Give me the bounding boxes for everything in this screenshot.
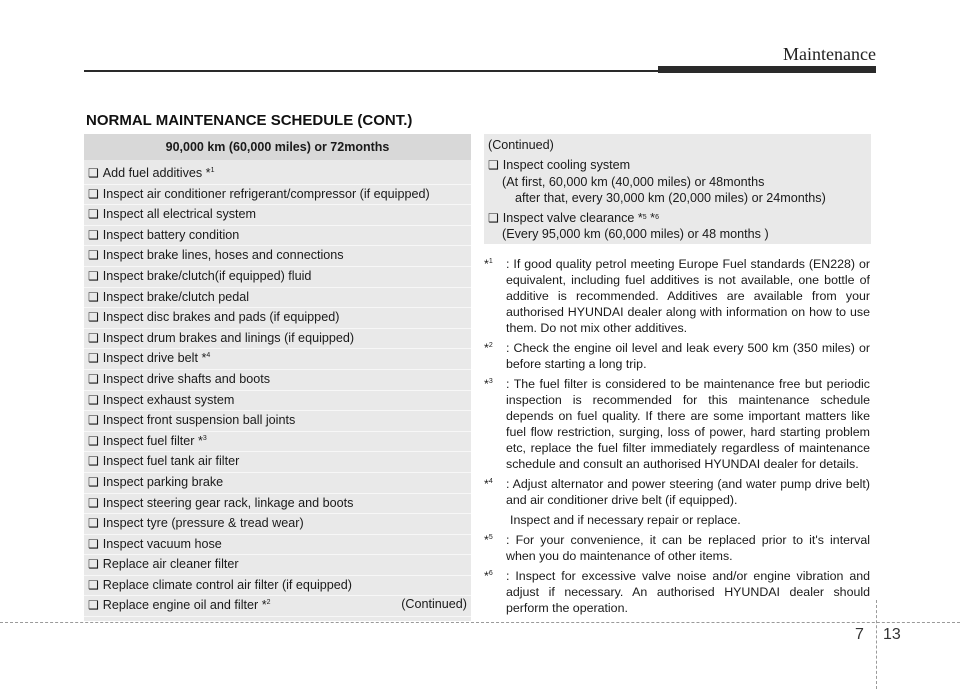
list-item [84,308,471,329]
list-item [84,535,471,556]
footnote-text: : Adjust alternator and power steering (and water pump drive belt) and air conditioner drive belt (if equipped). [506,477,870,507]
list-item-label: Inspect brake lines, hoses and connections [102,248,344,263]
list-item [84,267,471,288]
footnote-marker: *$^2$ [484,341,493,355]
list-item [84,411,471,432]
header-title: Maintenance [783,44,876,64]
checkbox-icon: ❑ [88,351,99,366]
list-item [84,246,471,267]
list-item-label: Replace air cleaner filter [102,557,239,572]
list-item-cooling [488,158,630,172]
footnote-text: : The fuel filter is considered to be maintenance free but periodic inspection is recommended for this maintenance schedule depends on fuel quality. If there are some important matters like fuel flow restriction, surging, loss of power, hard starting problem etc, replace the fuel filter immediately regardless of maintenance schedule and consult an authorised HYUNDAI dealer for details. [506,377,870,471]
footnote-star: * [646,211,656,225]
list-item [84,452,471,473]
checkbox-icon: ❑ [88,598,99,613]
list-item [84,370,471,391]
checkbox-icon: ❑ [88,371,99,386]
checkbox-icon: ❑ [88,577,99,592]
list-item [84,226,471,247]
list-item-label: Inspect fuel tank air filter [102,454,240,469]
footnote-marker: *$^3$ [484,377,493,391]
footnote-extra: Inspect and if necessary repair or replace. [510,513,741,527]
footnote-marker: *$^4$ [484,477,493,491]
footnote-text: : For your convenience, it can be replaced prior to it's interval when you do maintenance of other items. [506,533,870,563]
list-item-label: Replace engine oil and filter * [102,598,267,613]
footnote-marker: *$^5$ [484,533,493,547]
checkbox-icon: ❑ [88,268,99,283]
footnote [484,256,870,336]
list-item [84,205,471,226]
list-item-label: Inspect drive shafts and boots [102,371,271,386]
list-item [84,164,471,185]
list-item-label: Inspect disc brakes and pads (if equipped) [102,310,340,325]
list-item-label: Inspect exhaust system [102,392,235,407]
checkbox-icon: ❑ [88,413,99,428]
chapter-number: 7 [855,626,864,643]
checkbox-icon: ❑ [488,158,499,172]
list-item [84,576,471,597]
list-item-label: Inspect cooling system [502,158,631,172]
checkbox-icon: ❑ [88,310,99,325]
list-item [84,514,471,535]
schedule-interval-heading: 90,000 km (60,000 miles) or 72months [84,134,471,160]
list-item-label: Inspect vacuum hose [102,536,222,551]
continued-label-top: (Continued) [488,138,554,152]
footnote-ref: 5 [642,214,647,221]
footnote-number: 4 [488,478,493,485]
schedule-panel-right [484,134,871,244]
checkbox-icon: ❑ [88,207,99,222]
footnote-ref: 3 [202,434,207,442]
checkbox-icon: ❑ [88,289,99,304]
cooling-interval-line1: (At first, 60,000 km (40,000 miles) or 48months [502,175,765,189]
footnote-number: 1 [488,258,493,265]
header-rule [84,70,658,72]
list-item-label: Inspect fuel filter * [102,433,203,448]
footnote-text: : If good quality petrol meeting Europe Fuel standards (EN228) or equivalent, including fuel additives is not available, one bottle of additive is recommended. Additives are available from your authorised HYUNDAI dealer along with information on how to use them. Do not mix other additives. [506,257,870,335]
list-item-label: Inspect brake/clutch pedal [102,289,250,304]
footnote-ref: 4 [206,352,211,360]
list-item-label: Inspect drive belt * [102,351,207,366]
page-number: 13 [883,626,901,643]
list-item [84,288,471,309]
checkbox-icon: ❑ [88,166,99,180]
checkbox-icon: ❑ [88,330,99,345]
list-item [84,494,471,515]
cooling-interval-line2: after that, every 30,000 km (20,000 miles) or 24months) [515,191,826,205]
checkbox-icon: ❑ [88,454,99,469]
footnote [484,476,870,508]
checkbox-icon: ❑ [88,227,99,242]
checkbox-icon: ❑ [88,248,99,263]
list-item-label: Inspect steering gear rack, linkage and boots [102,495,354,510]
footnote-number: 3 [488,378,493,385]
checkbox-icon: ❑ [88,495,99,510]
footnote [484,376,870,472]
section-title: NORMAL MAINTENANCE SCHEDULE (CONT.) [86,112,413,129]
schedule-item-list [84,164,471,617]
list-item-label: Add fuel additives * [102,166,211,180]
checkbox-icon: ❑ [88,536,99,551]
list-item [84,329,471,350]
footnotes [484,256,870,620]
footnote-number: 2 [488,342,493,349]
footnote-number: 5 [488,534,493,541]
footnote-ref: 2 [266,599,271,607]
list-item-label: Inspect parking brake [102,474,224,489]
list-item-label: Inspect valve clearance * [502,211,643,225]
list-item-label: Inspect air conditioner refrigerant/compressor (if equipped) [102,186,430,201]
footnote [484,340,870,372]
schedule-panel-left [84,134,471,621]
footnote-marker: *$^1$ [484,257,493,271]
footnote-ref: 1 [210,167,215,174]
list-item-label: Inspect front suspension ball joints [102,413,296,428]
valve-interval-line: (Every 95,000 km (60,000 miles) or 48 months ) [502,227,769,241]
footnote-ref: 6 [655,214,659,221]
footnote [484,532,870,564]
footnote [484,568,870,616]
list-item-label: Inspect drum brakes and linings (if equipped) [102,330,355,345]
checkbox-icon: ❑ [88,557,99,572]
list-item-label: Inspect battery condition [102,227,240,242]
list-item-label: Inspect all electrical system [102,207,257,222]
footer-rule [0,622,960,623]
header-rule-accent [658,66,876,73]
list-item-valve [488,211,659,225]
list-item [84,473,471,494]
checkbox-icon: ❑ [88,186,99,201]
list-item [84,185,471,206]
footnote-text: : Check the engine oil level and leak every 500 km (350 miles) or before starting a long trip. [506,341,870,371]
footnote-marker: *$^6$ [484,569,493,583]
checkbox-icon: ❑ [88,392,99,407]
list-item [84,391,471,412]
list-item [84,555,471,576]
checkbox-icon: ❑ [88,516,99,531]
continued-label: (Continued) [401,597,467,611]
checkbox-icon: ❑ [488,211,499,225]
footnote-text: : Inspect for excessive valve noise and/or engine vibration and adjust if necessary. An authorised HYUNDAI dealer should perform the operation. [506,569,870,615]
list-item-label: Inspect tyre (pressure & tread wear) [102,516,304,531]
list-item [84,349,471,370]
checkbox-icon: ❑ [88,433,99,448]
footer-divider [876,600,877,689]
checkbox-icon: ❑ [88,474,99,489]
list-item [84,432,471,453]
list-item-label: Replace climate control air filter (if equipped) [102,577,352,592]
list-item-label: Inspect brake/clutch(if equipped) fluid [102,268,312,283]
footnote-number: 6 [488,570,493,577]
